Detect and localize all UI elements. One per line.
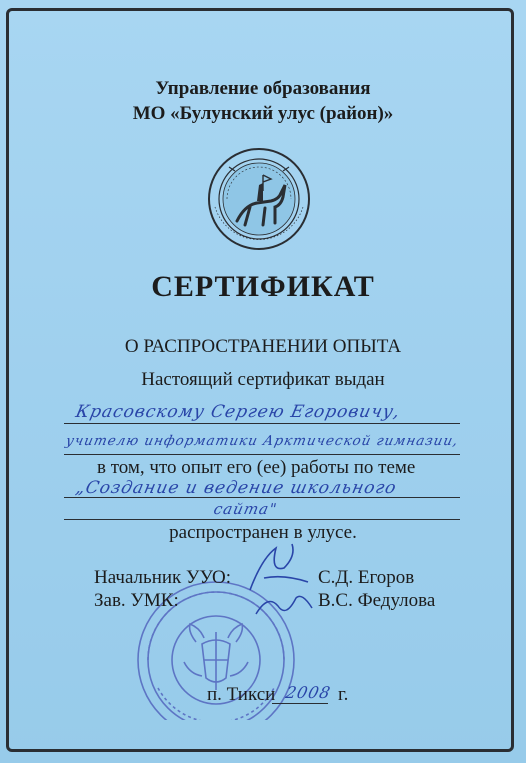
- issued-to-label: Настоящий сертификат выдан: [141, 369, 385, 390]
- recipient-position-line: [64, 454, 460, 455]
- deputy-name: В.С. Федулова: [318, 590, 436, 611]
- topic-line-2: [64, 519, 460, 520]
- certificate-title: СЕРТИФИКАТ: [151, 270, 375, 303]
- deputy-title: Зав. УМК:: [94, 590, 179, 611]
- sakha-republic-emblem-icon: [205, 145, 313, 253]
- head-name: С.Д. Егоров: [318, 567, 415, 588]
- topic-text-1: „Создание и ведение школьного: [73, 478, 399, 498]
- recipient-position: учителю информатики Арктической гимназии,: [64, 433, 461, 449]
- topic-text-2: сайта": [212, 500, 279, 518]
- topic-label: в том, что опыт его (ее) работы по теме: [97, 457, 416, 478]
- recipient-name-line: [64, 423, 460, 424]
- certificate-subtitle: О РАСПРОСТРАНЕНИИ ОПЫТА: [124, 336, 402, 357]
- recipient-name: Красовскому Сергею Егоровичу,: [73, 402, 403, 422]
- head-title: Начальник УУО:: [94, 567, 231, 588]
- year-suffix: г.: [338, 684, 349, 705]
- issue-year: 2008: [283, 683, 333, 702]
- year-line: [272, 703, 328, 704]
- organization-line-1: Управление образования: [155, 78, 371, 99]
- distributed-text: распространен в улусе.: [169, 522, 357, 543]
- deputy-signature: [252, 588, 316, 624]
- issue-place: п. Тикси: [207, 684, 276, 705]
- organization-line-2: МО «Булунский улус (район)»: [132, 103, 394, 124]
